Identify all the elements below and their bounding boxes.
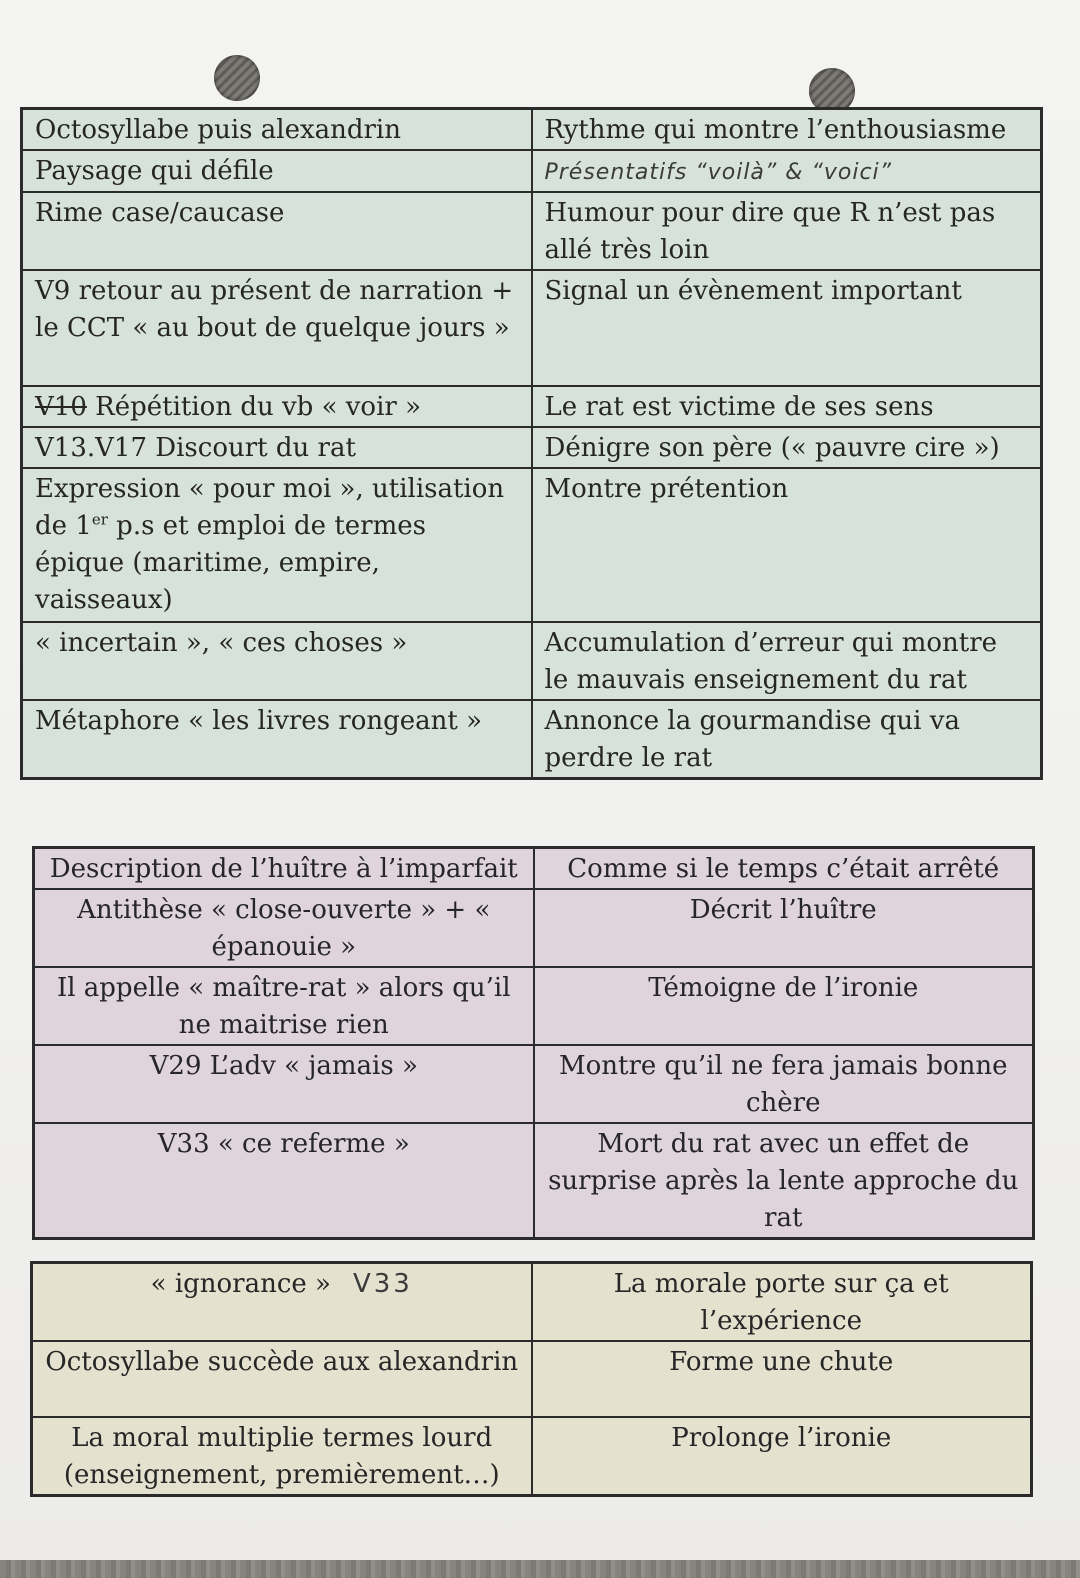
cell-right: Annonce la gourmandise qui va perdre le rat [532,700,1042,779]
cell-left: « incertain », « ces choses » [22,622,532,700]
table-row [22,427,1042,468]
analysis-table-2 [32,846,1035,1240]
cell-left: V9 retour au présent de narration + le CCT « au bout de quelque jours » [22,270,532,386]
cell-left: Octosyllabe puis alexandrin [22,109,532,151]
table-row [22,468,1042,622]
cell-left: Métaphore « les livres rongeant » [22,700,532,779]
cell-text: Répétition du vb « voir » [86,392,422,422]
analysis-table-3 [30,1261,1033,1497]
cell-right: Témoigne de l’ironie [534,967,1034,1045]
cell-text: p.s et emploi de termes épique (maritime, empire, vaisseaux) [35,511,426,615]
cell-right: Forme une chute [532,1341,1032,1417]
cell-left [22,468,532,622]
table-row [22,109,1042,151]
table-row [32,1263,1032,1342]
cell-right: Prolonge l’ironie [532,1417,1032,1496]
cell-right-handwritten [532,150,1042,192]
cell-right: Montre prétention [532,468,1042,622]
cell-right: Humour pour dire que R n’est pas allé très loin [532,192,1042,270]
handwritten-note: Présentatifs “voilà” & “voici” [544,160,893,185]
table-row [34,967,1034,1045]
cell-right: Accumulation d’erreur qui montre le mauvais enseignement du rat [532,622,1042,700]
cell-right: Rythme qui montre l’enthousiasme [532,109,1042,151]
table-row [22,622,1042,700]
cell-right: Comme si le temps c’était arrêté [534,848,1034,890]
cell-text: Expression « pour moi », utilisation de 1 [35,474,505,541]
table-row [22,386,1042,427]
table-row [34,1123,1034,1239]
table-row [22,700,1042,779]
handwritten-verse-note: V33 [352,1269,413,1299]
binder-hole-left [214,55,260,101]
struck-verse-number: V10 [35,392,87,422]
cell-left [32,1263,532,1342]
cell-left: V33 « ce referme » [34,1123,534,1239]
cell-left [22,386,532,427]
analysis-table-1 [20,107,1043,780]
cell-left: Il appelle « maître-rat » alors qu’il ne maitrise rien [34,967,534,1045]
table-row [34,848,1034,890]
cell-right: La morale porte sur ça et l’expérience [532,1263,1032,1342]
cell-right: Le rat est victime de ses sens [532,386,1042,427]
table-row [32,1417,1032,1496]
table-row [32,1341,1032,1417]
ordinal-superscript: er [91,510,108,529]
cell-right: Montre qu’il ne fera jamais bonne chère [534,1045,1034,1123]
table-row [34,889,1034,967]
cell-right: Décrit l’huître [534,889,1034,967]
table-row [22,192,1042,270]
cell-left: Octosyllabe succède aux alexandrin [32,1341,532,1417]
cell-right: Mort du rat avec un effet de surprise après la lente approche du rat [534,1123,1034,1239]
cell-right: Signal un évènement important [532,270,1042,386]
cell-left: Description de l’huître à l’imparfait [34,848,534,890]
table-row [22,150,1042,192]
cell-text: « ignorance » [150,1269,331,1299]
cell-left: Rime case/caucase [22,192,532,270]
cell-right: Dénigre son père (« pauvre cire ») [532,427,1042,468]
cell-left: V13.V17 Discourt du rat [22,427,532,468]
cell-left: Antithèse « close-ouverte » + « épanouie » [34,889,534,967]
table-surface [0,1560,1080,1578]
cell-left: La moral multiplie termes lourd (enseignement, premièrement…) [32,1417,532,1496]
table-row [22,270,1042,386]
table-row [34,1045,1034,1123]
cell-left: Paysage qui défile [22,150,532,192]
cell-left: V29 L’adv « jamais » [34,1045,534,1123]
